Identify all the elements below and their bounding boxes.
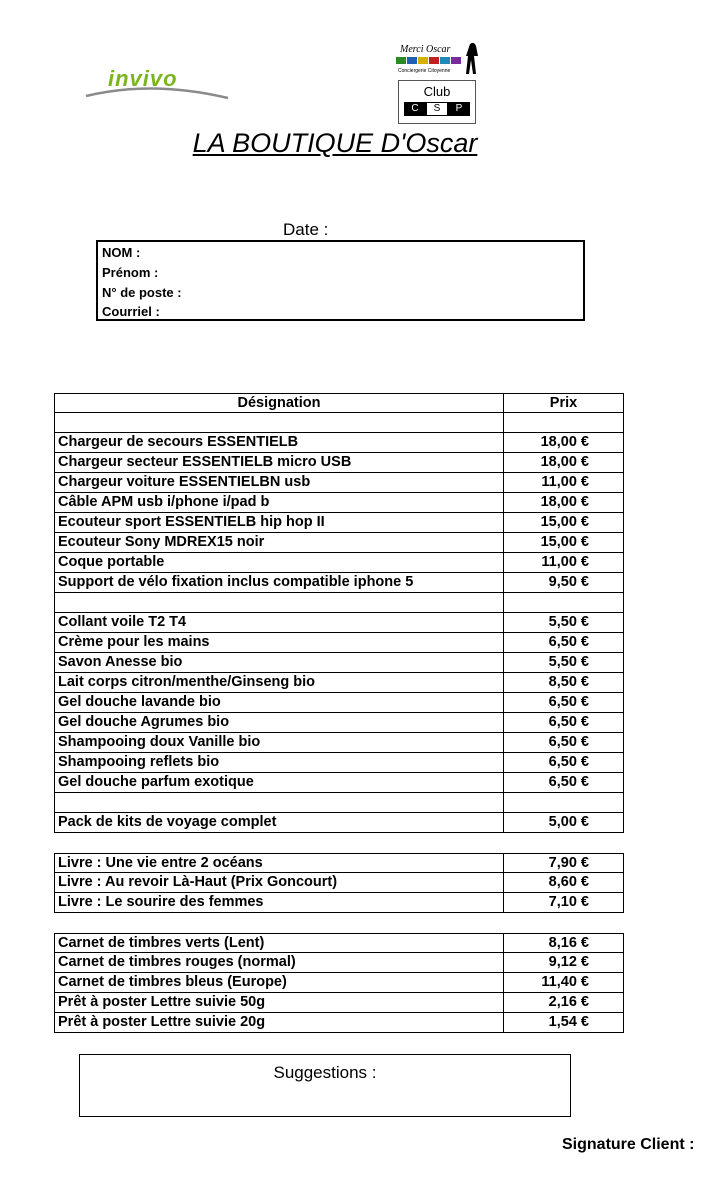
club-logo-letters <box>399 102 475 116</box>
field-courriel: Courriel : <box>102 304 160 319</box>
item-name: Livre : Le sourire des femmes <box>58 894 264 910</box>
item-price: 15,00 € <box>503 532 623 552</box>
item-price: 11,40 € <box>503 972 623 992</box>
item-name: Carnet de timbres bleus (Europe) <box>58 974 287 990</box>
item-price: 11,00 € <box>503 472 623 492</box>
club-logo-label: Club <box>423 84 451 99</box>
suggestions-box[interactable] <box>79 1054 571 1117</box>
table-row <box>54 1013 624 1033</box>
item-price <box>502 832 622 852</box>
item-price: 9,50 € <box>503 572 623 592</box>
item-name: Prêt à poster Lettre suivie 50g <box>58 994 266 1010</box>
item-price: 18,00 € <box>503 452 623 472</box>
table-blank-row <box>54 593 624 613</box>
item-price: 8,60 € <box>503 872 623 892</box>
item-name: Savon Anesse bio <box>58 654 183 670</box>
table-row <box>54 473 624 493</box>
table-row <box>54 653 624 673</box>
invivo-logo <box>82 58 232 102</box>
table-row <box>54 753 624 773</box>
table-row <box>54 773 624 793</box>
item-name: Crème pour les mains <box>58 634 210 650</box>
item-name: Livre : Une vie entre 2 océans <box>58 855 263 871</box>
table-gap <box>54 913 624 933</box>
item-price: 7,90 € <box>503 853 623 873</box>
date-label: Date : <box>283 220 329 239</box>
suggestions-label: Suggestions : <box>273 1063 377 1082</box>
field-nom: NOM : <box>102 245 141 260</box>
table-row <box>54 613 624 633</box>
customer-info-box[interactable] <box>96 240 585 321</box>
field-poste: N° de poste : <box>102 285 182 300</box>
item-name: Ecouteur Sony MDREX15 noir <box>58 534 265 550</box>
table-row <box>54 813 624 833</box>
table-row <box>54 453 624 473</box>
item-name: Lait corps citron/menthe/Ginseng bio <box>58 674 315 690</box>
item-name: Collant voile T2 T4 <box>58 614 187 630</box>
merci-oscar-logo <box>394 40 486 78</box>
item-name: Prêt à poster Lettre suivie 20g <box>58 1014 266 1030</box>
item-name: Shampooing reflets bio <box>58 754 220 770</box>
item-price: Prix <box>503 393 623 413</box>
item-name: Carnet de timbres verts (Lent) <box>58 935 265 951</box>
page-title: LA BOUTIQUE D'Oscar <box>192 128 478 158</box>
club-letter-p: P <box>448 102 470 116</box>
item-name: Chargeur de secours ESSENTIELB <box>58 434 299 450</box>
price-table <box>54 393 624 1033</box>
table-blank-row <box>54 793 624 813</box>
club-csp-logo <box>398 80 476 124</box>
club-letter-s: S <box>426 102 448 116</box>
table-row <box>54 993 624 1013</box>
item-name: Gel douche parfum exotique <box>58 774 254 790</box>
item-name: Câble APM usb i/phone i/pad b <box>58 494 270 510</box>
item-name: Chargeur secteur ESSENTIELB micro USB <box>58 454 352 470</box>
table-row <box>54 573 624 593</box>
item-name: Coque portable <box>58 554 165 570</box>
table-row <box>54 853 624 873</box>
merci-oscar-text: Merci Oscar <box>400 44 451 55</box>
item-name: Pack de kits de voyage complet <box>58 814 277 830</box>
table-row <box>54 953 624 973</box>
club-letter-c: C <box>404 102 426 116</box>
table-row <box>54 433 624 453</box>
table-row <box>54 733 624 753</box>
item-price: 5,50 € <box>503 652 623 672</box>
signature-label: Signature Client : <box>562 1136 695 1153</box>
item-name: Ecouteur sport ESSENTIELB hip hop II <box>58 514 325 530</box>
item-name: Shampooing doux Vanille bio <box>58 734 261 750</box>
item-price: 15,00 € <box>503 512 623 532</box>
item-name: Carnet de timbres rouges (normal) <box>58 954 296 970</box>
item-price: 6,50 € <box>503 712 623 732</box>
item-name: Gel douche lavande bio <box>58 694 221 710</box>
table-header-row <box>54 393 624 413</box>
item-price: 18,00 € <box>503 432 623 452</box>
field-prenom: Prénom : <box>102 265 159 280</box>
table-row <box>54 893 624 913</box>
item-price: 1,54 € <box>503 1012 623 1032</box>
table-row <box>54 513 624 533</box>
item-price <box>503 412 623 432</box>
table-row <box>54 553 624 573</box>
item-price: 8,16 € <box>503 933 623 953</box>
table-row <box>54 673 624 693</box>
item-price: 2,16 € <box>503 992 623 1012</box>
item-price: 8,50 € <box>503 672 623 692</box>
invivo-logo-text: invivo <box>108 66 178 91</box>
item-name: Livre : Au revoir Là-Haut (Prix Goncourt) <box>58 874 338 890</box>
item-price: 11,00 € <box>503 552 623 572</box>
table-row <box>54 693 624 713</box>
item-name: Gel douche Agrumes bio <box>58 714 230 730</box>
item-price: 18,00 € <box>503 492 623 512</box>
item-price <box>503 592 623 612</box>
table-row <box>54 633 624 653</box>
item-price: 6,50 € <box>503 692 623 712</box>
item-name: Chargeur voiture ESSENTIELBN usb <box>58 474 311 490</box>
table-gap <box>54 833 624 853</box>
item-price: 5,00 € <box>503 812 623 832</box>
item-price: 6,50 € <box>503 752 623 772</box>
item-price: 7,10 € <box>503 892 623 912</box>
merci-oscar-subtext: Conciergerie Citoyenne <box>398 68 451 74</box>
table-row <box>54 493 624 513</box>
item-price: 5,50 € <box>503 612 623 632</box>
item-name: Désignation <box>237 395 321 411</box>
item-name: Support de vélo fixation inclus compatible iphone 5 <box>58 574 414 590</box>
table-blank-row <box>54 413 624 433</box>
table-row <box>54 873 624 893</box>
item-price: 6,50 € <box>503 772 623 792</box>
table-row <box>54 933 624 953</box>
item-price <box>503 792 623 812</box>
item-price: 6,50 € <box>503 632 623 652</box>
table-row <box>54 533 624 553</box>
item-price: 9,12 € <box>503 952 623 972</box>
item-price: 6,50 € <box>503 732 623 752</box>
table-row <box>54 973 624 993</box>
table-row <box>54 713 624 733</box>
item-price <box>502 912 622 932</box>
